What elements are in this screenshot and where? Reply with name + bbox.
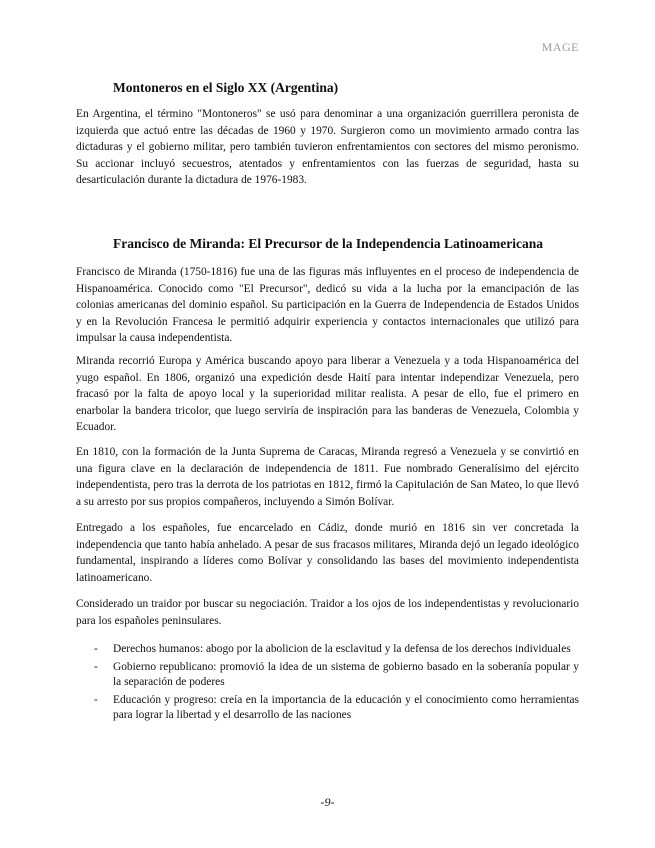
bullet-text: Derechos humanos: abogo por la abolicion de la esclavitud y la defensa de los derechos individuales bbox=[113, 643, 571, 655]
bullet-text: Gobierno republicano: promovió la idea de un sistema de gobierno basado en la soberanía popular y la separación de poderes bbox=[113, 661, 579, 688]
page-number: -9- bbox=[320, 795, 335, 809]
list-item bbox=[76, 642, 579, 657]
paragraph-miranda-3: En 1810, con la formación de la Junta Suprema de Caracas, Miranda regresó a Venezuela y se convirtió en una figura clave en la declaración de independencia de 1811. Fue nombrado Generalísimo del ejército independentista, pero tras la derrota de los patriotas en 1812, firmó la Capitulación de San Mateo, lo que llevó a su arresto por sus propios compañeros, incluyendo a Simón Bolívar. bbox=[76, 446, 579, 508]
page-header-tag: MAGE bbox=[541, 40, 579, 54]
section-title-montoneros: Montoneros en el Siglo XX (Argentina) bbox=[113, 80, 339, 95]
list-item bbox=[76, 660, 579, 690]
legacy-bullet-list bbox=[76, 642, 579, 726]
bullet-dash: - bbox=[94, 694, 98, 706]
paragraph-miranda-5: Considerado un traidor por buscar su negociación. Traidor a los ojos de los independentistas y revolucionario para los españoles peninsulares. bbox=[76, 598, 579, 627]
list-item bbox=[76, 693, 579, 723]
paragraph-miranda-4: Entregado a los españoles, fue encarcelado en Cádiz, donde murió en 1816 sin ver concretada la independencia que tanto había anhelado. A pesar de sus fracasos militares, Miranda dejó un legado ideológico fundamental, inspirando a líderes como Bolívar y consolidando las bases del movimiento independentista latinoamericano. bbox=[76, 522, 579, 584]
bullet-text: Educación y progreso: creía en la importancia de la educación y el conocimiento como herramientas para lograr la libertad y el desarrollo de las naciones bbox=[113, 694, 579, 721]
paragraph-miranda-1: Francisco de Miranda (1750-1816) fue una de las figuras más influyentes en el proceso de independencia de Hispanoamérica. Conocido como "El Precursor", dedicó su vida a la lucha por la emancipación de las colonias americanas del dominio español. Su participación en la Guerra de Independencia de Estados Unidos y en la Revolución Francesa le permitió adquirir experiencia y contactos internacionales que utilizó para impulsar la causa independentista. bbox=[76, 266, 579, 345]
bullet-dash: - bbox=[94, 643, 98, 655]
paragraph-miranda-2: Miranda recorrió Europa y América buscando apoyo para liberar a Venezuela y a toda Hispanoamérica del yugo español. En 1806, organizó una expedición desde Haití para intentar independizar Venezuela, pero fracasó por la falta de apoyo local y la superioridad militar realista. A pesar de ello, fue el primero en enarbolar la bandera tricolor, que luego serviría de inspiración para las banderas de Venezuela, Colombia y Ecuador. bbox=[76, 355, 579, 434]
section-title-miranda: Francisco de Miranda: El Precursor de la Independencia Latinoamericana bbox=[113, 236, 543, 251]
bullet-dash: - bbox=[94, 661, 98, 673]
paragraph-montoneros: En Argentina, el término "Montoneros" se usó para denominar a una organización guerrillera peronista de izquierda que actuó entre las décadas de 1960 y 1970. Surgieron como un movimiento armado contra las dictaduras y el gobierno militar, pero también tuvieron enfrentamientos con sectores del mismo peronismo. Su accionar incluyó secuestros, atentados y enfrentamientos con las fuerzas de seguridad, hasta su desarticulación durante la dictadura de 1976-1983. bbox=[76, 108, 579, 187]
